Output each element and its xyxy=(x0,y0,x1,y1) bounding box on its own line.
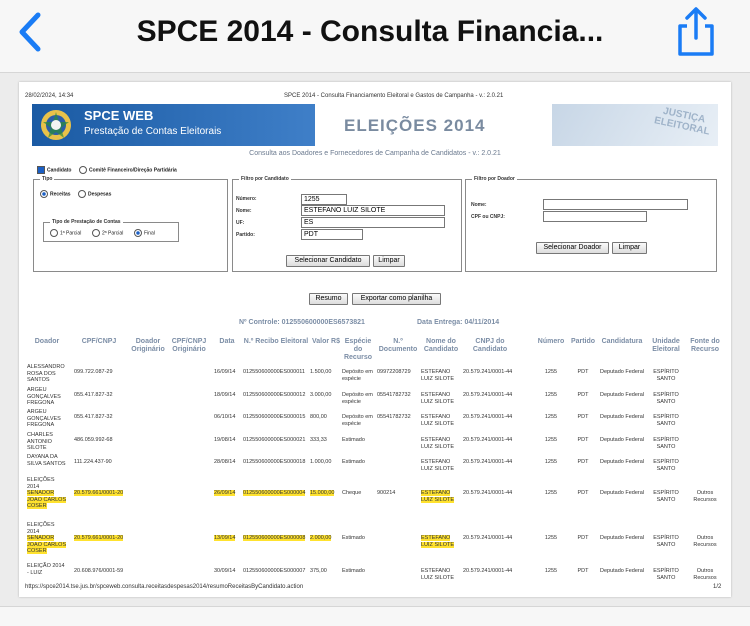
cell-unidade: ESPÍRITO SANTO xyxy=(653,490,679,503)
cell-especie: Depósito em espécie xyxy=(342,369,373,382)
brasil-coat-of-arms-icon xyxy=(39,108,73,142)
cell-fonte: Outros Recursos xyxy=(693,535,717,548)
cell-candidatura: Deputado Federal xyxy=(599,535,645,541)
cell-candidato: ESTEFANO LUIZ SILOTE xyxy=(421,437,455,450)
table-header-cell: Fonte do Recurso xyxy=(690,338,720,353)
nome-doador-input[interactable] xyxy=(543,199,688,210)
radio-icon xyxy=(92,229,100,237)
cell-candidato: ESTEFANO LUIZ SILOTE xyxy=(421,568,455,581)
cell-especie: Depósito em espécie xyxy=(342,414,373,427)
cell-recibo: 012550600000ES000018 xyxy=(243,459,306,465)
limpar-candidato-button[interactable]: Limpar xyxy=(373,255,405,267)
cell-unidade: ESPÍRITO SANTO xyxy=(653,535,679,548)
table-header-cell: Número xyxy=(537,338,565,345)
cell-candidatura: Deputado Federal xyxy=(599,459,645,465)
cell-doador: ELEIÇÃO 2014 - LUIZ xyxy=(27,563,65,576)
cell-documento: 05541782732 xyxy=(377,414,411,420)
cell-candidato: ESTEFANO LUIZ SILOTE xyxy=(421,535,455,548)
cell-recibo: 012550600000ES000007 xyxy=(243,568,306,574)
cell-candidatura: Deputado Federal xyxy=(599,437,645,443)
banner-eleicoes: ELEIÇÕES 2014 xyxy=(344,116,486,135)
cell-unidade: ESPÍRITO SANTO xyxy=(653,414,679,427)
limpar-doador-button[interactable]: Limpar xyxy=(612,242,647,254)
cell-unidade: ESPÍRITO SANTO xyxy=(653,437,679,450)
cell-doador: SENADOR JOAO CARLOS COSER xyxy=(27,490,67,509)
cell-partido: PDT xyxy=(577,392,589,398)
table-header-cell: Candidatura xyxy=(601,338,643,345)
cell-recibo: 012550600000ES000015 xyxy=(243,414,306,420)
final-radio[interactable]: Final xyxy=(134,229,155,237)
table-header-cell: Valor R$ xyxy=(311,338,340,345)
cell-cnpj: 20.579.241/0001-44 xyxy=(463,392,513,398)
cell-partido: PDT xyxy=(577,414,589,420)
next-page-edge xyxy=(0,606,750,626)
cell-cnpj: 20.579.241/0001-44 xyxy=(463,490,513,496)
cell-candidato: ESTEFANO LUIZ SILOTE xyxy=(421,414,455,427)
nome-candidato-input[interactable]: ESTEFANO LUIZ SILOTE xyxy=(301,205,445,216)
receitas-radio[interactable]: Receitas xyxy=(40,190,71,198)
cell-cnpj: 20.579.241/0001-44 xyxy=(463,437,513,443)
partido-input[interactable]: PDT xyxy=(301,229,363,240)
cell-candidato: ESTEFANO LUIZ SILOTE xyxy=(421,392,455,405)
cell-numero: 1255 xyxy=(544,535,558,541)
cell-candidato: ESTEFANO LUIZ SILOTE xyxy=(421,459,455,472)
candidato-checkbox[interactable]: Candidato xyxy=(37,166,71,174)
cell-cpf: 20.579.661/0001-20 xyxy=(74,535,124,541)
cell-data: 30/09/14 xyxy=(214,568,236,574)
cell-candidatura: Deputado Federal xyxy=(599,392,645,398)
cell-especie: Estimado xyxy=(342,535,365,541)
resumo-button[interactable]: Resumo xyxy=(309,293,348,305)
cell-cnpj: 20.579.241/0001-44 xyxy=(463,414,513,420)
cell-unidade: ESPÍRITO SANTO xyxy=(653,459,679,472)
cell-numero: 1255 xyxy=(544,437,558,443)
chevron-left-icon xyxy=(14,10,54,54)
uf-input[interactable]: ES xyxy=(301,217,445,228)
cell-partido: PDT xyxy=(577,535,589,541)
cell-data: 26/09/14 xyxy=(214,490,236,496)
cell-valor: 1.000,00 xyxy=(310,459,332,465)
cell-cnpj: 20.579.241/0001-44 xyxy=(463,568,513,574)
data-entrega: Data Entrega: 04/11/2014 xyxy=(417,319,500,326)
cell-data: 06/10/14 xyxy=(214,414,236,420)
cell-partido: PDT xyxy=(577,369,589,375)
cell-cpf: 055.417.827-32 xyxy=(74,392,113,398)
cpf-cnpj-input[interactable] xyxy=(543,211,647,222)
radio-icon xyxy=(78,190,86,198)
cell-candidatura: Deputado Federal xyxy=(599,369,645,375)
numero-input[interactable]: 1255 xyxy=(301,194,347,205)
cell-numero: 1255 xyxy=(544,392,558,398)
cell-cnpj: 20.579.241/0001-44 xyxy=(463,459,513,465)
cell-fonte: Outros Recursos xyxy=(693,490,717,503)
tipo-prestacao-fieldset: Tipo de Prestação de Contas 1ª Parcial 2ª Parcial Final xyxy=(43,222,179,242)
cell-recibo: 012550600000ES000004 xyxy=(243,490,306,496)
cell-data: 28/08/14 xyxy=(214,459,236,465)
cell-data: 18/09/14 xyxy=(214,392,236,398)
cell-cnpj: 20.579.241/0001-44 xyxy=(463,369,513,375)
cell-data: 13/09/14 xyxy=(214,535,236,541)
cell-cpf: 055.417.827-32 xyxy=(74,414,113,420)
cell-cpf: 486.059.992-68 xyxy=(74,437,113,443)
share-icon xyxy=(672,6,720,58)
cell-doador-pre: ELEIÇÕES 2014 xyxy=(27,522,55,535)
cell-especie: Estimado xyxy=(342,437,365,443)
cell-numero: 1255 xyxy=(544,414,558,420)
cell-candidatura: Deputado Federal xyxy=(599,568,645,574)
table-header-cell: CPF/CNPJ Originário xyxy=(171,338,207,353)
table-header-cell: CPF/CNPJ xyxy=(81,338,117,345)
table-header-cell: CNPJ do Candidato xyxy=(472,338,508,353)
filtro-candidato-fieldset: Filtro por Candidato Número: 1255 Nome: ESTEFANO LUIZ SILOTE UF: ES Partido: PDT Selecionar Candidato Limpar xyxy=(232,179,462,272)
table-header-cell: Doador xyxy=(34,338,60,345)
cell-candidatura: Deputado Federal xyxy=(599,414,645,420)
table-header-cell: Doador Originário xyxy=(131,338,165,353)
cell-documento: 09972208729 xyxy=(377,369,411,375)
table-header-cell: Espécie do Recurso xyxy=(343,338,372,361)
cell-cpf: 20.579.661/0001-20 xyxy=(74,490,124,496)
cell-documento: 900214 xyxy=(377,490,396,496)
share-button[interactable] xyxy=(672,6,720,58)
comite-radio[interactable]: Comitê Financeiro/Direção Partidária xyxy=(79,166,177,174)
table-header-cell: Nome do Candidato xyxy=(423,338,459,353)
selecionar-doador-button[interactable]: Selecionar Doador xyxy=(536,242,609,254)
cell-cpf: 111.224.437-90 xyxy=(74,459,112,465)
cell-doador: SENADOR JOAO CARLOS COSER xyxy=(27,535,67,554)
cell-partido: PDT xyxy=(577,568,589,574)
table-header-cell: N.º Recibo Eleitoral xyxy=(243,338,309,345)
cell-doador-pre: ELEIÇÕES 2014 xyxy=(27,477,55,490)
cell-data: 16/09/14 xyxy=(214,369,236,375)
cell-doador: DAYANA DA SILVA SANTOS xyxy=(27,454,66,467)
cell-valor: 15.000,00 xyxy=(310,490,335,496)
cell-numero: 1255 xyxy=(544,568,558,574)
cell-valor: 333,33 xyxy=(310,437,327,443)
radio-icon xyxy=(79,166,87,174)
radio-selected-icon xyxy=(134,229,142,237)
ios-navigation-bar xyxy=(0,0,750,73)
cell-cpf: 20.608.976/0001-59 xyxy=(74,568,124,574)
cell-especie: Estimado xyxy=(342,568,365,574)
cell-documento: 05541782732 xyxy=(377,392,411,398)
cell-especie: Estimado xyxy=(342,459,365,465)
back-button[interactable] xyxy=(14,10,54,54)
cell-partido: PDT xyxy=(577,459,589,465)
table-header-cell: Partido xyxy=(570,338,596,345)
cell-especie: Cheque xyxy=(342,490,362,496)
despesas-radio[interactable]: Despesas xyxy=(78,190,111,198)
spce-banner xyxy=(32,104,718,146)
exportar-planilha-button[interactable]: Exportar como planilha xyxy=(352,293,441,305)
cell-unidade: ESPÍRITO SANTO xyxy=(653,369,679,382)
print-datetime: 28/02/2024, 14:34 xyxy=(25,93,74,99)
cell-partido: PDT xyxy=(577,437,589,443)
document-title: SPCE 2014 - Consulta Financia... xyxy=(136,15,604,48)
cell-numero: 1255 xyxy=(544,490,558,496)
cell-unidade: ESPÍRITO SANTO xyxy=(653,568,679,581)
cell-valor: 800,00 xyxy=(310,414,327,420)
banner-justica-eleitoral: JUSTIÇA ELEITORAL xyxy=(552,104,718,146)
banner-blue-panel xyxy=(32,104,315,146)
primeira-parcial-radio[interactable]: 1ª Parcial xyxy=(50,229,81,237)
cell-candidatura: Deputado Federal xyxy=(599,490,645,496)
tipo-fieldset: Tipo Receitas Despesas Tipo de Prestação de Contas 1ª Parcial 2ª Parcial Final xyxy=(33,179,228,272)
cell-recibo: 012550600000ES000021 xyxy=(243,437,306,443)
table-header-cell: Data xyxy=(219,338,235,345)
cell-numero: 1255 xyxy=(544,369,558,375)
selecionar-candidato-button[interactable]: Selecionar Candidato xyxy=(286,255,370,267)
radio-icon xyxy=(50,229,58,237)
cell-valor: 1.500,00 xyxy=(310,369,332,375)
cell-recibo: 012550600000ES000011 xyxy=(243,369,305,375)
print-header-title: SPCE 2014 - Consulta Financiamento Eleitoral e Gastos de Campanha - v.: 2.0.21 xyxy=(284,93,504,99)
cell-numero: 1255 xyxy=(544,459,558,465)
cell-especie: Depósito em espécie xyxy=(342,392,373,405)
cell-doador: CHARLES ANTONIO SILOTE xyxy=(27,432,53,451)
page-number: 1/2 xyxy=(713,584,722,590)
checkbox-checked-icon xyxy=(37,166,45,174)
cell-doador: ARGEU GONÇALVES FREGONA xyxy=(27,387,61,406)
cell-cnpj: 20.579.241/0001-44 xyxy=(463,535,513,541)
cell-recibo: 012550600000ES000008 xyxy=(243,535,306,541)
radio-selected-icon xyxy=(40,190,48,198)
cell-cpf: 099.722.087-29 xyxy=(74,369,113,375)
table-header-cell: Unidade Eleitoral xyxy=(652,338,680,353)
cell-doador: ALESSANDRO ROSA DOS SANTOS xyxy=(27,364,65,383)
cell-doador: ARGEU GONÇALVES FREGONA xyxy=(27,409,61,428)
cell-valor: 2.000,00 xyxy=(310,535,332,541)
pdf-page xyxy=(19,82,731,597)
table-header-cell: N.º Documento xyxy=(378,338,418,353)
banner-spce-web: SPCE WEB xyxy=(84,108,154,123)
cell-candidato: ESTEFANO LUIZ SILOTE xyxy=(421,369,455,382)
cell-candidato: ESTEFANO LUIZ SILOTE xyxy=(421,490,455,503)
footer-url: https://spce2014.tse.jus.br/spceweb.consulta.receitasdespesas2014/resumoReceitasByCandidato.action xyxy=(25,584,304,590)
cell-recibo: 012550600000ES000012 xyxy=(243,392,306,398)
page-subtitle: Consulta aos Doadores e Fornecedores de Campanha de Candidatos - v.: 2.0.21 xyxy=(249,150,501,157)
cell-partido: PDT xyxy=(577,490,589,496)
cell-valor: 3.000,00 xyxy=(310,392,332,398)
numero-controle: Nº Controle: 012550600000ES6573821 xyxy=(239,319,365,326)
cell-unidade: ESPÍRITO SANTO xyxy=(653,392,679,405)
cell-fonte: Outros Recursos xyxy=(693,568,717,581)
banner-prestacao: Prestação de Contas Eleitorais xyxy=(84,126,222,137)
cell-valor: 375,00 xyxy=(310,568,327,574)
segunda-parcial-radio[interactable]: 2ª Parcial xyxy=(92,229,123,237)
filtro-doador-fieldset: Filtro por Doador Nome: CPF ou CNPJ: Selecionar Doador Limpar xyxy=(465,179,717,272)
cell-data: 19/08/14 xyxy=(214,437,236,443)
